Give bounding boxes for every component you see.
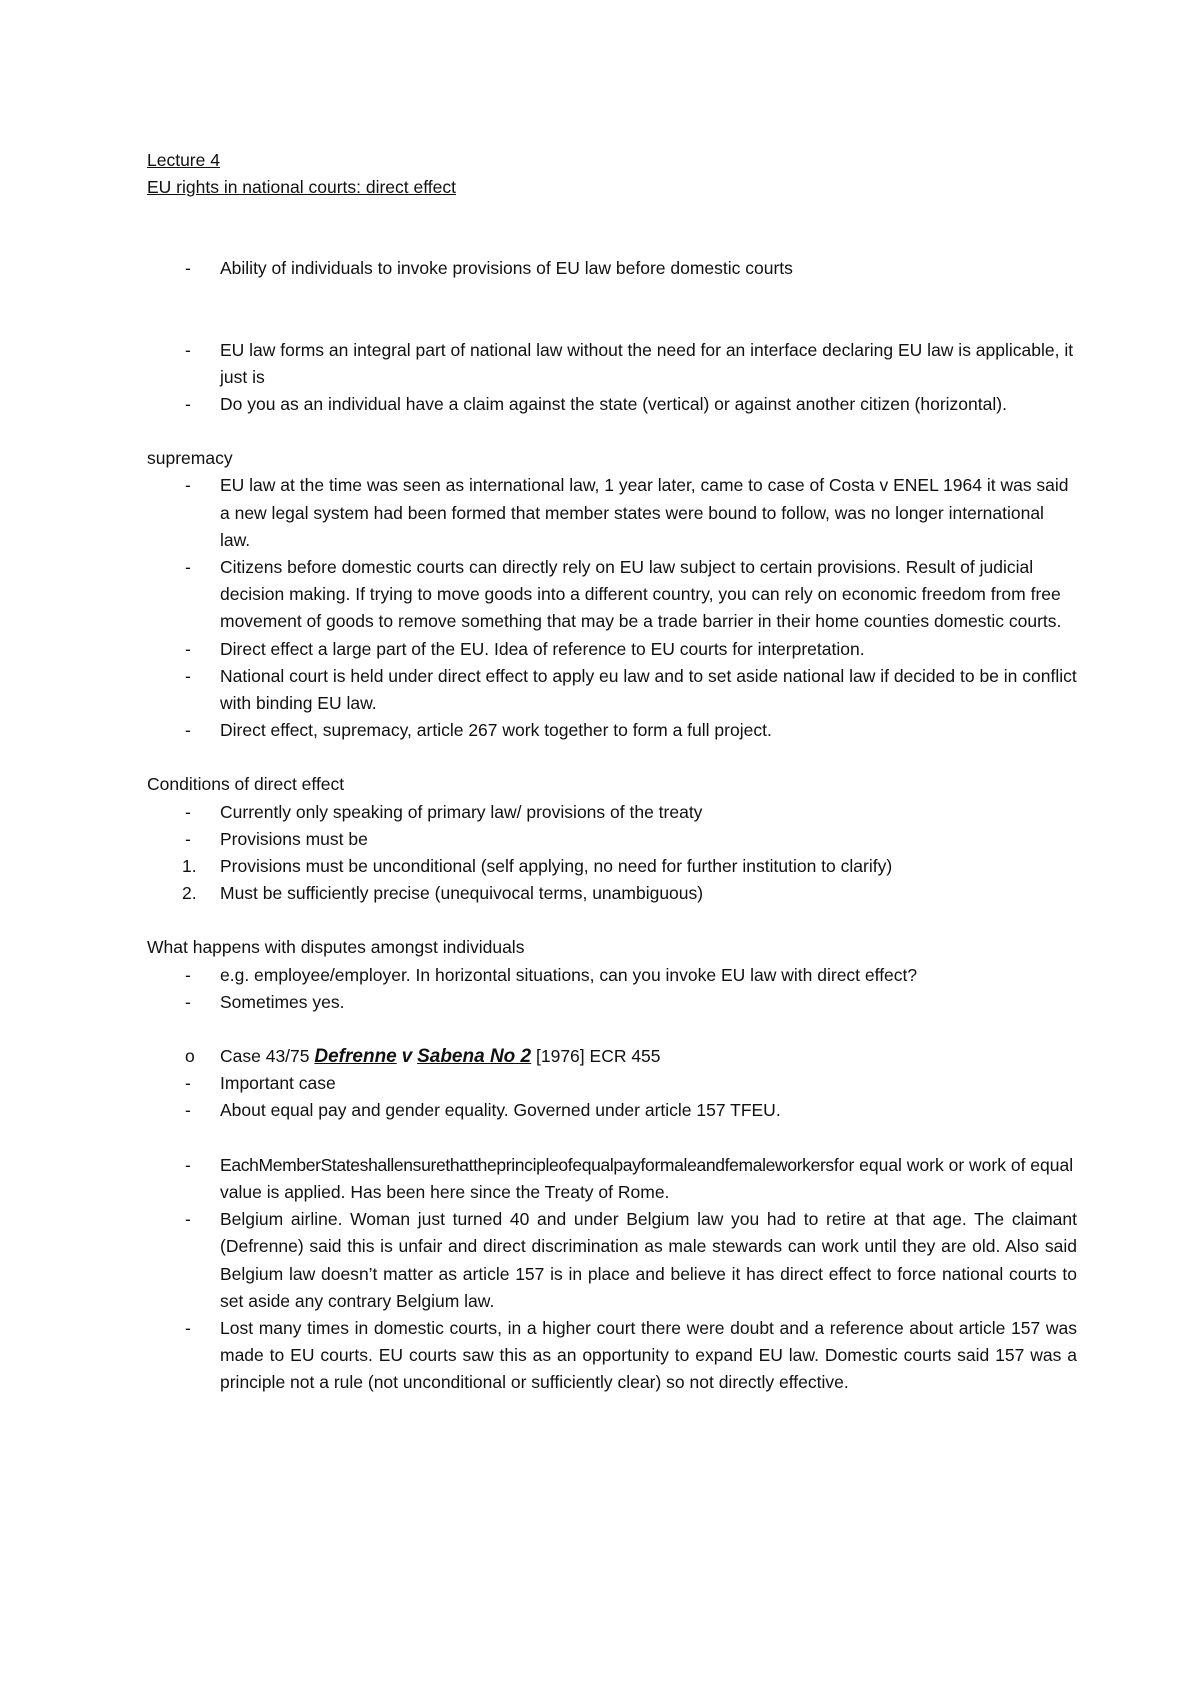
circle-bullet-icon: o	[185, 1046, 195, 1067]
dash-marker: -	[185, 828, 191, 849]
case-detail-item	[147, 1206, 1077, 1315]
supremacy-text: Direct effect a large part of the EU. Idea of reference to EU courts for interpretation.	[220, 638, 865, 659]
supremacy-text: Direct effect, supremacy, article 267 work together to form a full project.	[220, 720, 772, 741]
supremacy-item	[147, 663, 1077, 717]
conditions-numbered-item	[147, 853, 1077, 880]
dash-marker: -	[185, 638, 191, 659]
supremacy-text: Citizens before domestic courts can directly rely on EU law subject to certain provisions. Result of judicial decision making. If trying to move goods into a different country, you can rely on economic freedom from free movement of goods to remove something that may be a trade barrier in their home counties domestic courts.	[220, 557, 1062, 632]
conditions-numbered-text: Must be sufficiently precise (unequivocal terms, unambiguous)	[220, 883, 704, 904]
case-detail-text: Belgium airline. Woman just turned 40 and under Belgium law you had to retire at that age. The claimant (Defrenne) said this is unfair and direct discrimination as male stewards can work until they are old. Also said Belgium law doesn’t matter as article 157 is in place and believe it has direct effect to force national courts to set aside any contrary Belgium law.	[220, 1209, 1077, 1311]
case-detail-item	[147, 1315, 1077, 1397]
case-party-2: Sabena No 2	[417, 1046, 532, 1068]
dash-marker: -	[185, 665, 191, 686]
dash-marker: -	[185, 1100, 191, 1121]
case-versus: v	[401, 1046, 413, 1068]
intro-text: Ability of individuals to invoke provisions of EU law before domestic courts	[220, 258, 793, 279]
supremacy-item	[147, 472, 1077, 554]
dash-marker: -	[185, 258, 191, 279]
conditions-item	[147, 799, 1077, 826]
disputes-text: e.g. employee/employer. In horizontal situations, can you invoke EU law with direct effect?	[220, 964, 918, 985]
conditions-text: Provisions must be	[220, 828, 368, 849]
case-item	[147, 1070, 1077, 1097]
intro-text: EU law forms an integral part of national law without the need for an interface declaring EU law is applicable, it just is	[220, 339, 1074, 387]
supremacy-text: National court is held under direct effect to apply eu law and to set aside national law if decided to be in conflict with binding EU law.	[220, 665, 1077, 714]
intro-item	[147, 391, 1077, 418]
conditions-heading: Conditions of direct effect	[147, 774, 345, 795]
case-item	[147, 1097, 1077, 1124]
dash-marker: -	[185, 557, 191, 578]
article-quote-joined: EachMemberStateshallensurethattheprincipleofequalpayformaleandfemaleworkers	[220, 1154, 834, 1175]
intro-text: Do you as an individual have a claim against the state (vertical) or against another citizen (horizontal).	[220, 394, 1007, 415]
dash-marker: -	[185, 339, 191, 360]
document-page	[147, 147, 1077, 1397]
dash-marker: -	[185, 1209, 191, 1230]
case-detail-text: Lost many times in domestic courts, in a higher court there were doubt and a reference about article 157 was made to EU courts. EU courts saw this as an opportunity to expand EU law. Domestic courts said 157 was a principle not a rule (not unconditional or sufficiently clear) so not directly effective.	[220, 1317, 1077, 1393]
conditions-text: Currently only speaking of primary law/ provisions of the treaty	[220, 801, 703, 822]
intro-item	[147, 337, 1077, 391]
supremacy-heading: supremacy	[147, 448, 233, 469]
dash-marker: -	[185, 964, 191, 985]
dash-marker: -	[185, 394, 191, 415]
disputes-text: Sometimes yes.	[220, 991, 345, 1012]
case-number: Case 43/75	[220, 1046, 310, 1067]
case-heading	[147, 1043, 1077, 1070]
lecture-topic: EU rights in national courts: direct effect	[147, 177, 456, 198]
case-citation: [1976] ECR 455	[536, 1046, 661, 1067]
supremacy-item	[147, 717, 1077, 744]
conditions-numbered-item	[147, 880, 1077, 907]
dash-marker: -	[185, 1317, 191, 1338]
intro-item	[147, 255, 1077, 282]
dash-marker: -	[185, 720, 191, 741]
disputes-item	[147, 989, 1077, 1016]
dash-marker: -	[185, 801, 191, 822]
list-number: 2.	[182, 883, 197, 904]
lecture-title: Lecture 4	[147, 150, 220, 170]
supremacy-text: EU law at the time was seen as international law, 1 year later, came to case of Costa v ENEL 1964 it was said a new legal system had been formed that member states were bound to follow, was no longer international law.	[220, 475, 1069, 550]
dash-marker: -	[185, 991, 191, 1012]
case-text: Important case	[220, 1073, 336, 1094]
conditions-item	[147, 826, 1077, 853]
disputes-heading: What happens with disputes amongst individuals	[147, 937, 525, 958]
disputes-item	[147, 962, 1077, 989]
case-text: About equal pay and gender equality. Governed under article 157 TFEU.	[220, 1100, 781, 1121]
case-party-1: Defrenne	[314, 1046, 397, 1068]
dash-marker: -	[185, 1154, 191, 1175]
article-quote-rest: for equal work or work of equal value is applied. Has been here since the Treaty of Rome.	[220, 1154, 1074, 1202]
list-number: 1.	[182, 856, 197, 877]
article-quote-item	[147, 1152, 1077, 1206]
dash-marker: -	[185, 475, 191, 496]
supremacy-item	[147, 636, 1077, 663]
supremacy-item	[147, 554, 1077, 636]
conditions-numbered-text: Provisions must be unconditional (self applying, no need for further institution to clarify)	[220, 856, 893, 877]
dash-marker: -	[185, 1073, 191, 1094]
